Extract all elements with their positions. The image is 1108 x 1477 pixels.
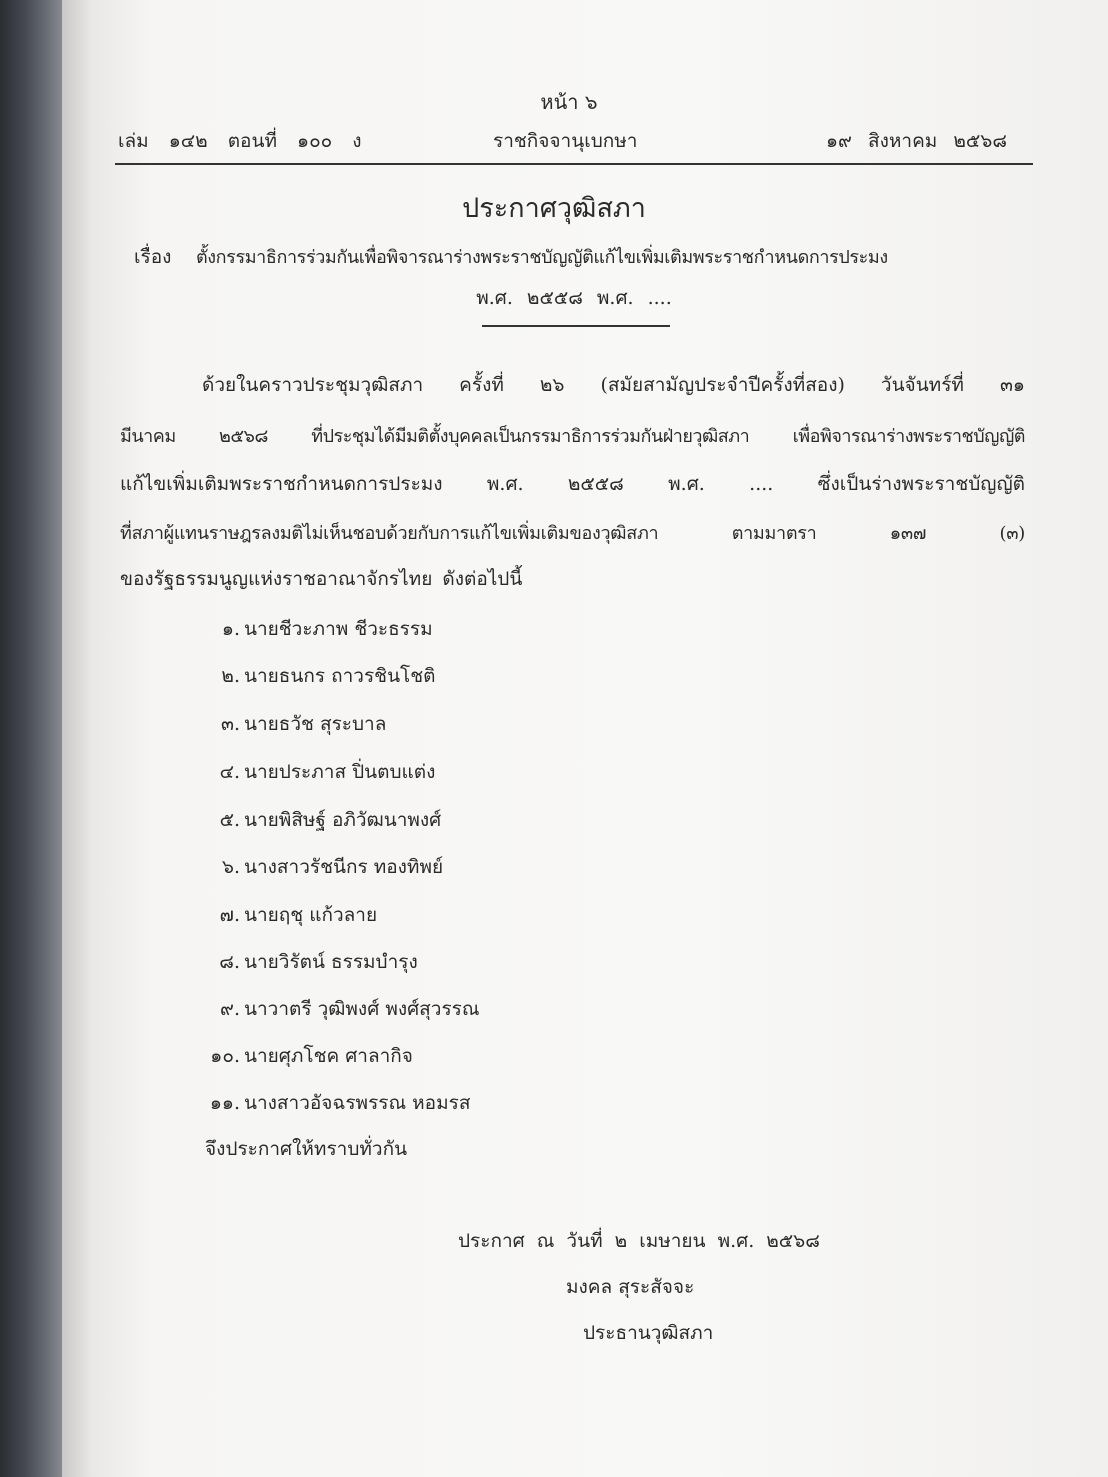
member-number: ๗.: [219, 904, 240, 926]
member-list-item: [190, 1041, 413, 1071]
subject-label: เรื่อง: [134, 246, 172, 268]
signatory-name: มงคล สุระสัจจะ: [566, 1276, 695, 1298]
member-list-item: [190, 900, 377, 930]
body-line-2: มีนาคม ๒๕๖๘ ที่ประชุมได้มีมติตั้งบุคคลเป็นกรรมาธิการร่วมกันฝ่ายวุฒิสภา เพื่อพิจารณาร่างพระราชบัญญัติ: [120, 426, 1025, 447]
member-number: ๒.: [221, 665, 240, 687]
member-name: นายฤชุ แก้วลาย: [244, 904, 378, 926]
title-divider: [482, 325, 670, 327]
member-list-item: [190, 1088, 470, 1118]
member-number: ๘.: [219, 951, 240, 973]
gazette-name: ราชกิจจานุเบกษา: [493, 130, 638, 152]
member-name: นายธนกร ถาวรชินโชติ: [244, 665, 436, 687]
member-number: ๓.: [220, 713, 240, 735]
member-number: ๑๑.: [209, 1092, 240, 1114]
page-number: หน้า ๖: [540, 90, 598, 114]
closing-statement: จึงประกาศให้ทราบทั่วกัน: [205, 1138, 408, 1160]
member-number: ๙.: [220, 998, 240, 1020]
body-line-5: ของรัฐธรรมนูญแห่งราชอาณาจักรไทย ดังต่อไปนี้: [120, 568, 523, 590]
announcement-title: ประกาศวุฒิสภา: [462, 193, 646, 224]
member-number: ๑๐.: [210, 1045, 240, 1067]
member-list-item: [190, 757, 435, 787]
subject-line-2: พ.ศ. ๒๕๕๘ พ.ศ. ....: [476, 287, 672, 309]
gazette-date: ๑๙ สิงหาคม ๒๕๖๘: [826, 130, 1007, 152]
member-list-item: [190, 709, 386, 739]
member-name: นายธวัช สุระบาล: [244, 713, 387, 735]
body-line-3: แก้ไขเพิ่มเติมพระราชกำหนดการประมง พ.ศ. ๒๕๕๘ พ.ศ. .... ซึ่งเป็นร่างพระราชบัญญัติ: [120, 473, 1025, 495]
member-number: ๖.: [221, 856, 240, 878]
member-number: ๑.: [221, 618, 240, 640]
member-list-item: [190, 947, 418, 977]
member-name: นายชีวะภาพ ชีวะธรรม: [244, 618, 433, 640]
member-name: นายพิสิษฐ์ อภิวัฒนาพงศ์: [244, 809, 442, 831]
member-list-item: [190, 805, 441, 835]
member-number: ๔.: [219, 761, 240, 783]
volume-issue: เล่ม ๑๔๒ ตอนที่ ๑๐๐ ง: [118, 130, 362, 152]
member-name: นายศุภโชค ศาลากิจ: [244, 1045, 413, 1067]
member-name: นางสาวรัชนีกร ทองทิพย์: [244, 856, 444, 878]
header-rule: [115, 163, 1033, 165]
body-line-1: ด้วยในคราวประชุมวุฒิสภา ครั้งที่ ๒๖ (สมัยสามัญประจำปีครั้งที่สอง) วันจันทร์ที่ ๓๑: [202, 374, 1025, 396]
member-name: นายวิรัตน์ ธรรมบำรุง: [244, 951, 418, 973]
member-list-item: [190, 994, 479, 1024]
member-list-item: [190, 661, 436, 691]
member-name: นางสาวอัจฉรพรรณ หอมรส: [244, 1092, 471, 1114]
member-name: นาวาตรี วุฒิพงศ์ พงศ์สุวรรณ: [244, 998, 480, 1020]
member-list-item: [190, 614, 433, 644]
member-number: ๕.: [219, 809, 240, 831]
body-line-4: ที่สภาผู้แทนราษฎรลงมติไม่เห็นชอบด้วยกับการแก้ไขเพิ่มเติมของวุฒิสภา ตามมาตรา ๑๓๗ (๓): [120, 523, 1025, 544]
member-list-item: [190, 852, 443, 882]
member-name: นายประภาส ปิ่นตบแต่ง: [244, 761, 436, 783]
signature-date: ประกาศ ณ วันที่ ๒ เมษายน พ.ศ. ๒๕๖๘: [458, 1230, 820, 1252]
subject-line-1: ตั้งกรรมาธิการร่วมกันเพื่อพิจารณาร่างพระราชบัญญัติแก้ไขเพิ่มเติมพระราชกำหนดการประมง: [196, 247, 888, 268]
signatory-position: ประธานวุฒิสภา: [583, 1322, 714, 1344]
